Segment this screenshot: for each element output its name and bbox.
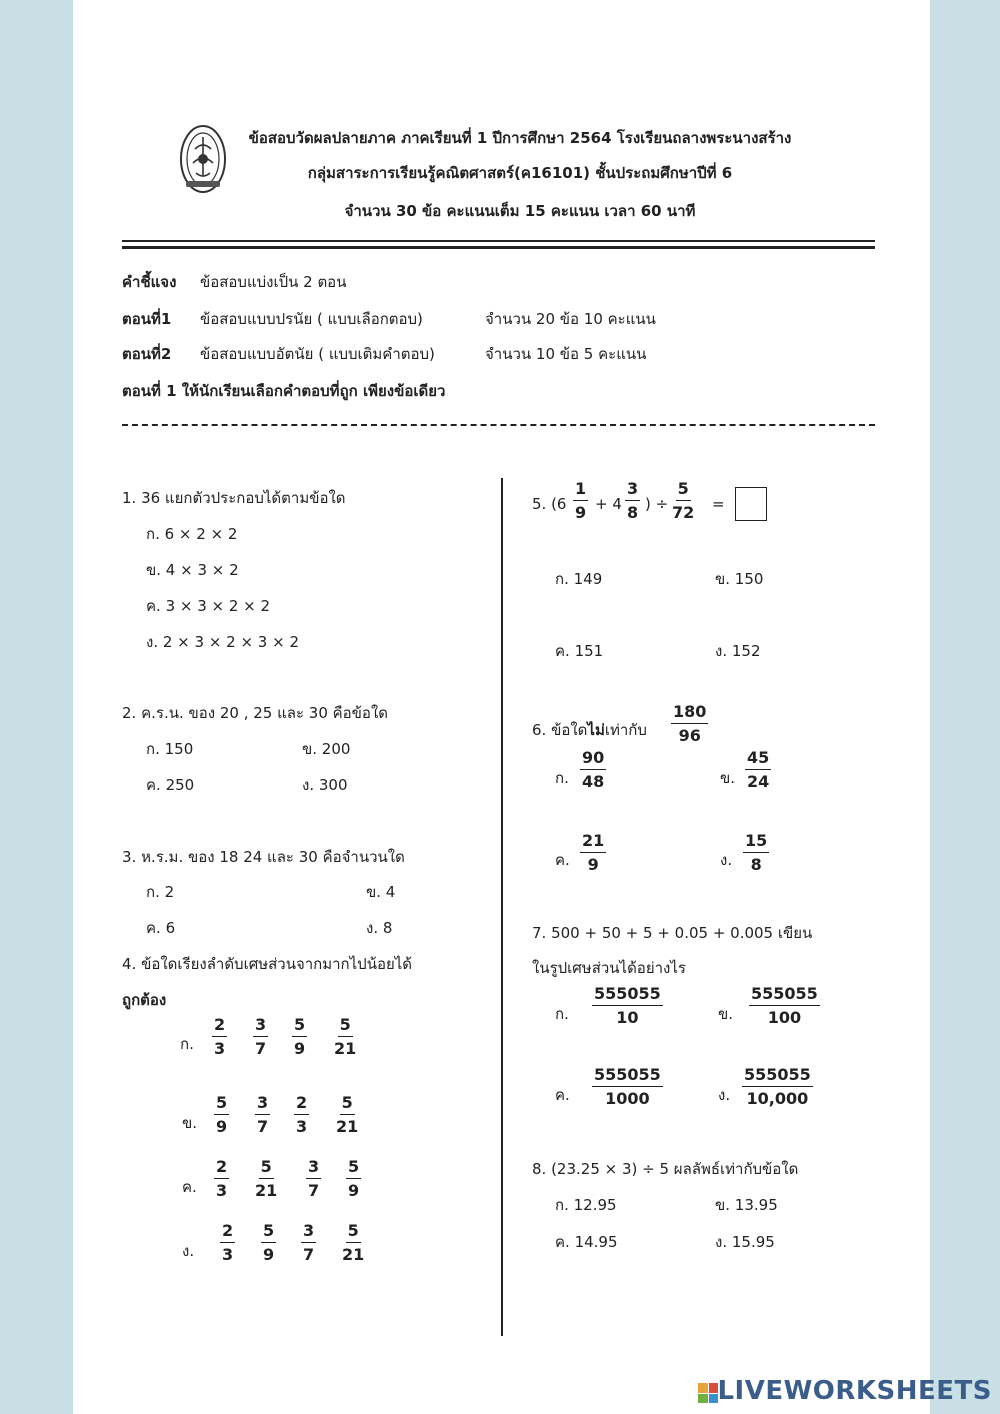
liveworksheets-watermark: LIVEWORKSHEETS xyxy=(717,1376,992,1406)
denominator: 9 xyxy=(294,1039,306,1058)
numerator: 45 xyxy=(745,750,771,770)
numerator: 2 xyxy=(212,1017,227,1037)
numerator: 180 xyxy=(671,704,708,724)
q4-choice-d-fraction xyxy=(301,1223,316,1263)
part1-text: ข้อสอบแบบปรนัย ( แบบเลือกตอบ) xyxy=(200,310,423,328)
numerator: 90 xyxy=(580,750,606,770)
q1-choice-b[interactable]: ข. 4 × 3 × 2 xyxy=(146,561,239,579)
exam-info: จำนวน 30 ข้อ คะแนนเต็ม 15 คะแนน เวลา 60 นาที xyxy=(344,202,696,220)
q6-choice-b-fraction[interactable] xyxy=(745,750,771,790)
q6-choice-a-fraction[interactable] xyxy=(580,750,606,790)
exam-title: ข้อสอบวัดผลปลายภาค ภาคเรียนที่ 1 ปีการศึกษา 2564 โรงเรียนถลางพระนางสร้าง xyxy=(248,129,792,147)
q2-choice-d[interactable]: ง. 300 xyxy=(302,776,348,794)
q1-choice-c[interactable]: ค. 3 × 3 × 2 × 2 xyxy=(146,597,271,615)
q6-choice-b-label[interactable]: ข. xyxy=(720,769,736,787)
part1-instruction: ตอนที่ 1 ให้นักเรียนเลือกคำตอบที่ถูก เพียงข้อเดียว xyxy=(122,382,446,400)
denominator: 8 xyxy=(627,503,639,522)
q5-choice-b[interactable]: ข. 150 xyxy=(715,570,764,588)
denominator: 3 xyxy=(222,1245,234,1264)
q2-choice-b[interactable]: ข. 200 xyxy=(302,740,351,758)
q1-choice-a[interactable]: ก. 6 × 2 × 2 xyxy=(146,525,238,543)
denominator: 7 xyxy=(257,1117,269,1136)
q6-target-fraction xyxy=(671,704,708,744)
denominator: 21 xyxy=(334,1039,357,1058)
q8-choice-a[interactable]: ก. 12.95 xyxy=(555,1196,617,1214)
q6-choice-a-label[interactable]: ก. xyxy=(555,769,569,787)
numerator: 3 xyxy=(306,1159,321,1179)
numerator: 5 xyxy=(259,1159,274,1179)
numerator: 3 xyxy=(625,481,640,501)
denominator: 7 xyxy=(308,1181,320,1200)
q5-fraction-3 xyxy=(672,481,694,521)
q4-choice-b-fraction xyxy=(294,1095,309,1135)
q7-stem: 7. 500 + 50 + 5 + 0.05 + 0.005 เขียน xyxy=(532,924,813,942)
q1-stem: 1. 36 แยกตัวประกอบได้ตามข้อใด xyxy=(122,489,346,507)
q5-answer-box[interactable] xyxy=(735,487,767,521)
q5-choice-a[interactable]: ก. 149 xyxy=(555,570,603,588)
numerator: 15 xyxy=(743,833,769,853)
divider xyxy=(122,246,875,249)
q4-choice-b-label[interactable]: ข. xyxy=(182,1114,198,1132)
numerator: 21 xyxy=(580,833,606,853)
q5-equals: = xyxy=(712,495,725,513)
part2-label: ตอนที่2 xyxy=(122,345,172,363)
numerator: 5 xyxy=(676,481,691,501)
part1-label: ตอนที่1 xyxy=(122,310,172,328)
q5-choice-d[interactable]: ง. 152 xyxy=(715,642,761,660)
denominator: 72 xyxy=(672,503,695,522)
numerator: 5 xyxy=(292,1017,307,1037)
numerator: 555055 xyxy=(592,1067,663,1087)
divider xyxy=(122,424,875,426)
instructions-label: คำชี้แจง xyxy=(122,273,177,291)
numerator: 3 xyxy=(301,1223,316,1243)
denominator: 3 xyxy=(214,1039,226,1058)
denominator: 21 xyxy=(336,1117,359,1136)
q4-choice-d-fraction xyxy=(220,1223,235,1263)
numerator: 3 xyxy=(253,1017,268,1037)
denominator: 21 xyxy=(342,1245,365,1264)
q4-choice-d-fraction xyxy=(342,1223,364,1263)
q7-stem-cont: ในรูปเศษส่วนได้อย่างไร xyxy=(532,959,686,977)
q4-choice-d-fraction xyxy=(261,1223,276,1263)
q4-choice-b-fraction xyxy=(214,1095,229,1135)
numerator: 1 xyxy=(573,481,588,501)
q6-stem-b: เท่ากับ xyxy=(604,721,647,739)
q4-choice-a-fraction xyxy=(334,1017,356,1057)
q5-prefix: 5. (6 xyxy=(532,495,567,513)
column-divider xyxy=(501,478,503,1336)
q2-choice-c[interactable]: ค. 250 xyxy=(146,776,195,794)
q6-choice-d-label[interactable]: ง. xyxy=(720,851,733,869)
denominator: 9 xyxy=(587,855,599,874)
q4-choice-a-fraction xyxy=(212,1017,227,1057)
q4-choice-b-fraction xyxy=(255,1095,270,1135)
q6-choice-c-fraction[interactable] xyxy=(580,833,606,873)
q7-choice-d-fraction[interactable] xyxy=(742,1067,813,1107)
numerator: 3 xyxy=(255,1095,270,1115)
divider xyxy=(122,240,875,242)
numerator: 5 xyxy=(338,1017,353,1037)
q4-choice-c-label[interactable]: ค. xyxy=(182,1178,197,1196)
numerator: 5 xyxy=(346,1223,361,1243)
numerator: 2 xyxy=(294,1095,309,1115)
q4-choice-a-fraction xyxy=(292,1017,307,1057)
q5-choice-c[interactable]: ค. 151 xyxy=(555,642,604,660)
numerator: 5 xyxy=(261,1223,276,1243)
q2-stem: 2. ค.ร.น. ของ 20 , 25 และ 30 คือข้อใด xyxy=(122,704,389,722)
numerator: 555055 xyxy=(749,986,820,1006)
liveworksheets-logo-icon xyxy=(698,1383,718,1403)
q3-choice-d[interactable]: ง. 8 xyxy=(366,919,393,937)
q8-choice-d[interactable]: ง. 15.95 xyxy=(715,1233,775,1251)
q7-choice-a-fraction[interactable] xyxy=(592,986,663,1026)
q5-plus: + 4 xyxy=(595,495,622,513)
denominator: 9 xyxy=(575,503,587,522)
denominator: 10,000 xyxy=(746,1089,809,1108)
denominator: 21 xyxy=(255,1181,278,1200)
numerator: 5 xyxy=(340,1095,355,1115)
denominator: 24 xyxy=(747,772,770,791)
q5-fraction-2 xyxy=(625,481,640,521)
q8-choice-c[interactable]: ค. 14.95 xyxy=(555,1233,618,1251)
q6-stem-a: 6. ข้อใด xyxy=(532,721,588,739)
denominator: 9 xyxy=(263,1245,275,1264)
q4-stem: 4. ข้อใดเรียงลำดับเศษส่วนจากมากไปน้อยได้ xyxy=(122,955,413,973)
denominator: 3 xyxy=(216,1181,228,1200)
q4-choice-a-label[interactable]: ก. xyxy=(180,1035,194,1053)
q6-choice-d-fraction[interactable] xyxy=(743,833,769,873)
denominator: 7 xyxy=(255,1039,267,1058)
q7-choice-c-label[interactable]: ค. xyxy=(555,1086,570,1104)
q7-choice-d-label[interactable]: ง. xyxy=(718,1086,731,1104)
denominator: 96 xyxy=(678,726,701,745)
q8-choice-b[interactable]: ข. 13.95 xyxy=(715,1196,778,1214)
part2-text: ข้อสอบแบบอัตนัย ( แบบเติมคำตอบ) xyxy=(200,345,435,363)
numerator: 2 xyxy=(220,1223,235,1243)
q3-choice-c[interactable]: ค. 6 xyxy=(146,919,176,937)
exam-subject: กลุ่มสาระการเรียนรู้คณิตศาสตร์(ค16101) ชั้นประถมศึกษาปีที่ 6 xyxy=(307,164,733,182)
instructions-text: ข้อสอบแบ่งเป็น 2 ตอน xyxy=(200,273,347,291)
q2-choice-a[interactable]: ก. 150 xyxy=(146,740,194,758)
denominator: 3 xyxy=(296,1117,308,1136)
q5-fraction-1 xyxy=(573,481,588,521)
numerator: 5 xyxy=(214,1095,229,1115)
denominator: 7 xyxy=(303,1245,315,1264)
q1-choice-d[interactable]: ง. 2 × 3 × 2 × 3 × 2 xyxy=(146,633,299,651)
q3-choice-b[interactable]: ข. 4 xyxy=(366,883,396,901)
denominator: 10 xyxy=(616,1008,639,1027)
denominator: 9 xyxy=(216,1117,228,1136)
q7-choice-b-label[interactable]: ข. xyxy=(718,1005,734,1023)
q4-choice-d-label[interactable]: ง. xyxy=(182,1242,195,1260)
q7-choice-a-label[interactable]: ก. xyxy=(555,1005,569,1023)
q4-choice-a-fraction xyxy=(253,1017,268,1057)
q7-choice-b-fraction[interactable] xyxy=(749,986,820,1026)
q4-stem-cont: ถูกต้อง xyxy=(122,991,167,1009)
denominator: 9 xyxy=(348,1181,360,1200)
numerator: 5 xyxy=(346,1159,361,1179)
q6-choice-c-label[interactable]: ค. xyxy=(555,851,570,869)
numerator: 555055 xyxy=(592,986,663,1006)
part1-count: จำนวน 20 ข้อ 10 คะแนน xyxy=(485,310,656,328)
denominator: 8 xyxy=(750,855,762,874)
q5-divide: ) ÷ xyxy=(645,495,669,513)
q6-stem-bold: ไม่ xyxy=(587,721,605,739)
denominator: 1000 xyxy=(605,1089,650,1108)
q4-choice-c-fraction xyxy=(346,1159,361,1199)
q6-stem xyxy=(532,718,647,742)
q4-choice-c-fraction xyxy=(214,1159,229,1199)
q7-choice-c-fraction[interactable] xyxy=(592,1067,663,1107)
q4-choice-c-fraction xyxy=(255,1159,277,1199)
q3-stem: 3. ห.ร.ม. ของ 18 24 และ 30 คือจำนวนใด xyxy=(122,848,405,866)
numerator: 555055 xyxy=(742,1067,813,1087)
numerator: 2 xyxy=(214,1159,229,1179)
q4-choice-c-fraction xyxy=(306,1159,321,1199)
q8-stem: 8. (23.25 × 3) ÷ 5 ผลลัพธ์เท่ากับข้อใด xyxy=(532,1160,799,1178)
denominator: 100 xyxy=(767,1008,802,1027)
part2-count: จำนวน 10 ข้อ 5 คะแนน xyxy=(485,345,647,363)
q3-choice-a[interactable]: ก. 2 xyxy=(146,883,175,901)
q4-choice-b-fraction xyxy=(336,1095,358,1135)
denominator: 48 xyxy=(582,772,605,791)
